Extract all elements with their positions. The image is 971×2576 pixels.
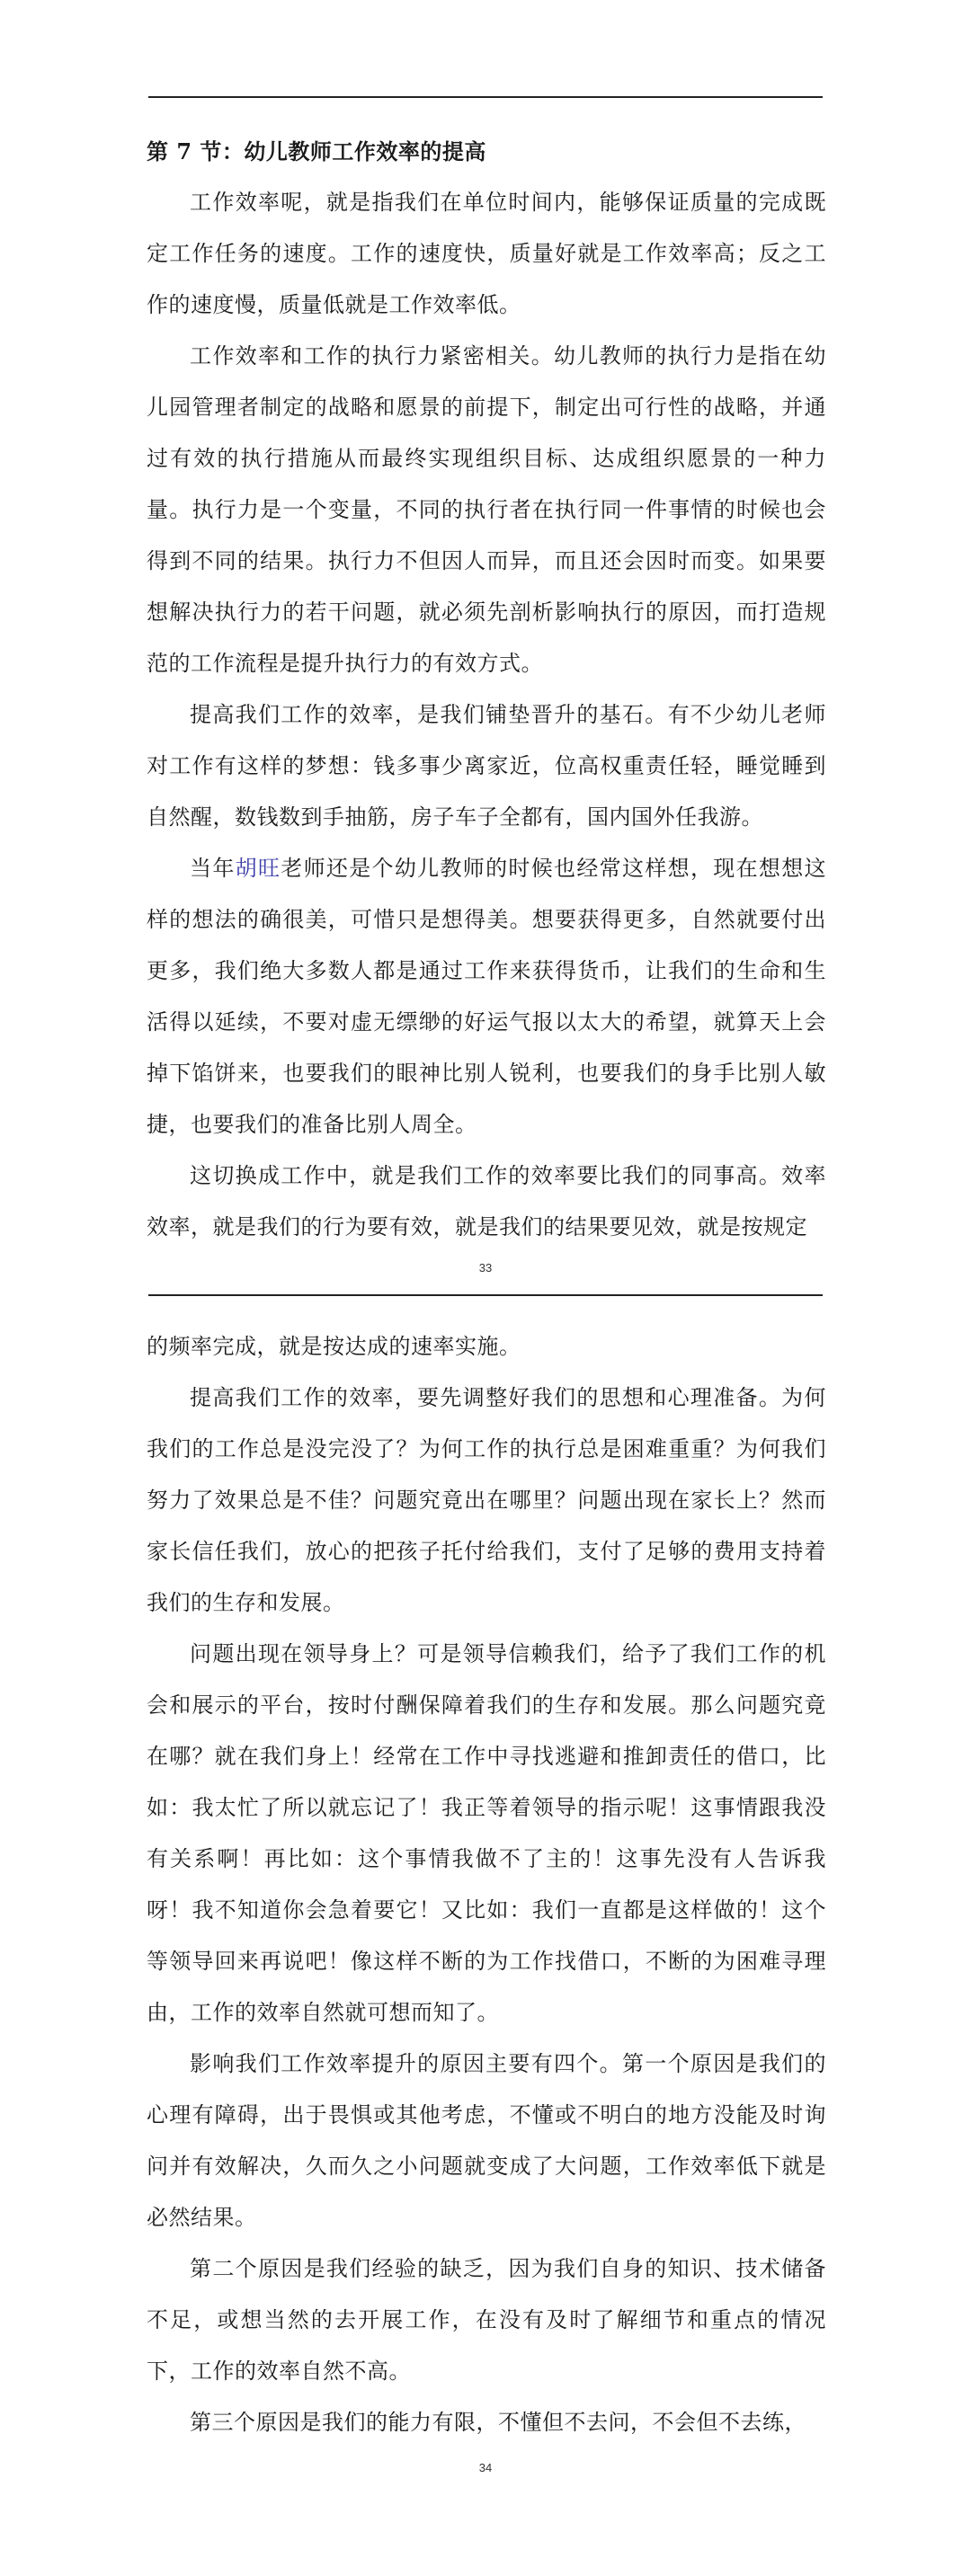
- paragraph: 提高我们工作的效率，是我们铺垫晋升的基石。有不少幼儿老师对工作有这样的梦想：钱多事少离家近，位高权重责任轻，睡觉睡到自然醒，数钱数到手抽筋，房子车子全都有，国内国外任我游。: [147, 702, 826, 830]
- page-header-rule: [148, 1294, 823, 1296]
- page-number: 34: [478, 2461, 493, 2474]
- paragraph-text: 当年: [190, 856, 236, 881]
- paragraph: 第三个原因是我们的能力有限，不懂但不去问，不会但不去练，: [190, 2410, 806, 2435]
- page-number: 33: [478, 1261, 493, 1275]
- paragraph-continuation: 的频率完成，就是按达成的速率实施。: [147, 1334, 521, 1359]
- paragraph: 影响我们工作效率提升的原因主要有四个。第一个原因是我们的心理有障碍，出于畏惧或其他考虑，不懂或不明白的地方没能及时询问并有效解决，久而久之小问题就变成了大问题，工作效率低下就是必然结果。: [147, 2051, 826, 2230]
- paragraph-text: 老师还是个幼儿教师的时候也经常这样想，现在想想这样的想法的确很美，可惜只是想得美。想要获得更多，自然就要付出更多，我们绝大多数人都是通过工作来获得货币，让我们的生命和生活得以延续，不要对虚无缥缈的好运气报以太大的希望，就算天上会掉下馅饼来，也要我们的眼神比别人锐利，也要我们的身手比别人敏捷，也要我们的准备比别人周全。: [147, 856, 827, 1137]
- paragraph: 问题出现在领导身上？可是领导信赖我们，给予了我们工作的机会和展示的平台，按时付酬保障着我们的生存和发展。那么问题究竟在哪？就在我们身上！经常在工作中寻找逃避和推卸责任的借口，比如：我太忙了所以就忘记了！我正等着领导的指示呢！这事情跟我没有关系啊！再比如：这个事情我做不了主的！这事先没有人告诉我呀！我不知道你会急着要它！又比如：我们一直都是这样做的！这个等领导回来再说吧！像这样不断的为工作找借口，不断的为困难寻理由，工作的效率自然就可想而知了。: [147, 1641, 826, 2025]
- page-content: [147, 126, 826, 1253]
- section-title: 第 7 节：幼儿教师工作效率的提高: [147, 138, 486, 164]
- person-name-link[interactable]: 胡旺: [235, 856, 281, 881]
- page-34: [0, 1294, 971, 2576]
- paragraph: 工作效率呢，就是指我们在单位时间内，能够保证质量的完成既定工作任务的速度。工作的速度快，质量好就是工作效率高；反之工作的速度慢，质量低就是工作效率低。: [147, 190, 826, 317]
- paragraph: 这切换成工作中，就是我们工作的效率要比我们的同事高。效率效率，就是我们的行为要有效，就是我们的结果要见效，就是按规定: [147, 1163, 826, 1239]
- paragraph: 工作效率和工作的执行力紧密相关。幼儿教师的执行力是指在幼儿园管理者制定的战略和愿景的前提下，制定出可行性的战略，并通过有效的执行措施从而最终实现组织目标、达成组织愿景的一种力量。执行力是一个变量，不同的执行者在执行同一件事情的时候也会得到不同的结果。执行力不但因人而异，而且还会因时而变。如果要想解决执行力的若干问题，就必须先剖析影响执行的原因，而打造规范的工作流程是提升执行力的有效方式。: [147, 343, 826, 676]
- paragraph: 提高我们工作的效率，要先调整好我们的思想和心理准备。为何我们的工作总是没完没了？为何工作的执行总是困难重重？为何我们努力了效果总是不佳？问题究竟出在哪里？问题出现在家长上？然而家长信任我们，放心的把孩子托付给我们，支付了足够的费用支持着我们的生存和发展。: [147, 1385, 826, 1615]
- page-content: [147, 1321, 826, 2448]
- paragraph: [147, 843, 826, 1150]
- paragraph: 第二个原因是我们经验的缺乏，因为我们自身的知识、技术储备不足，或想当然的去开展工作，在没有及时了解细节和重点的情况下，工作的效率自然不高。: [147, 2256, 826, 2384]
- page-header-rule: [148, 96, 823, 98]
